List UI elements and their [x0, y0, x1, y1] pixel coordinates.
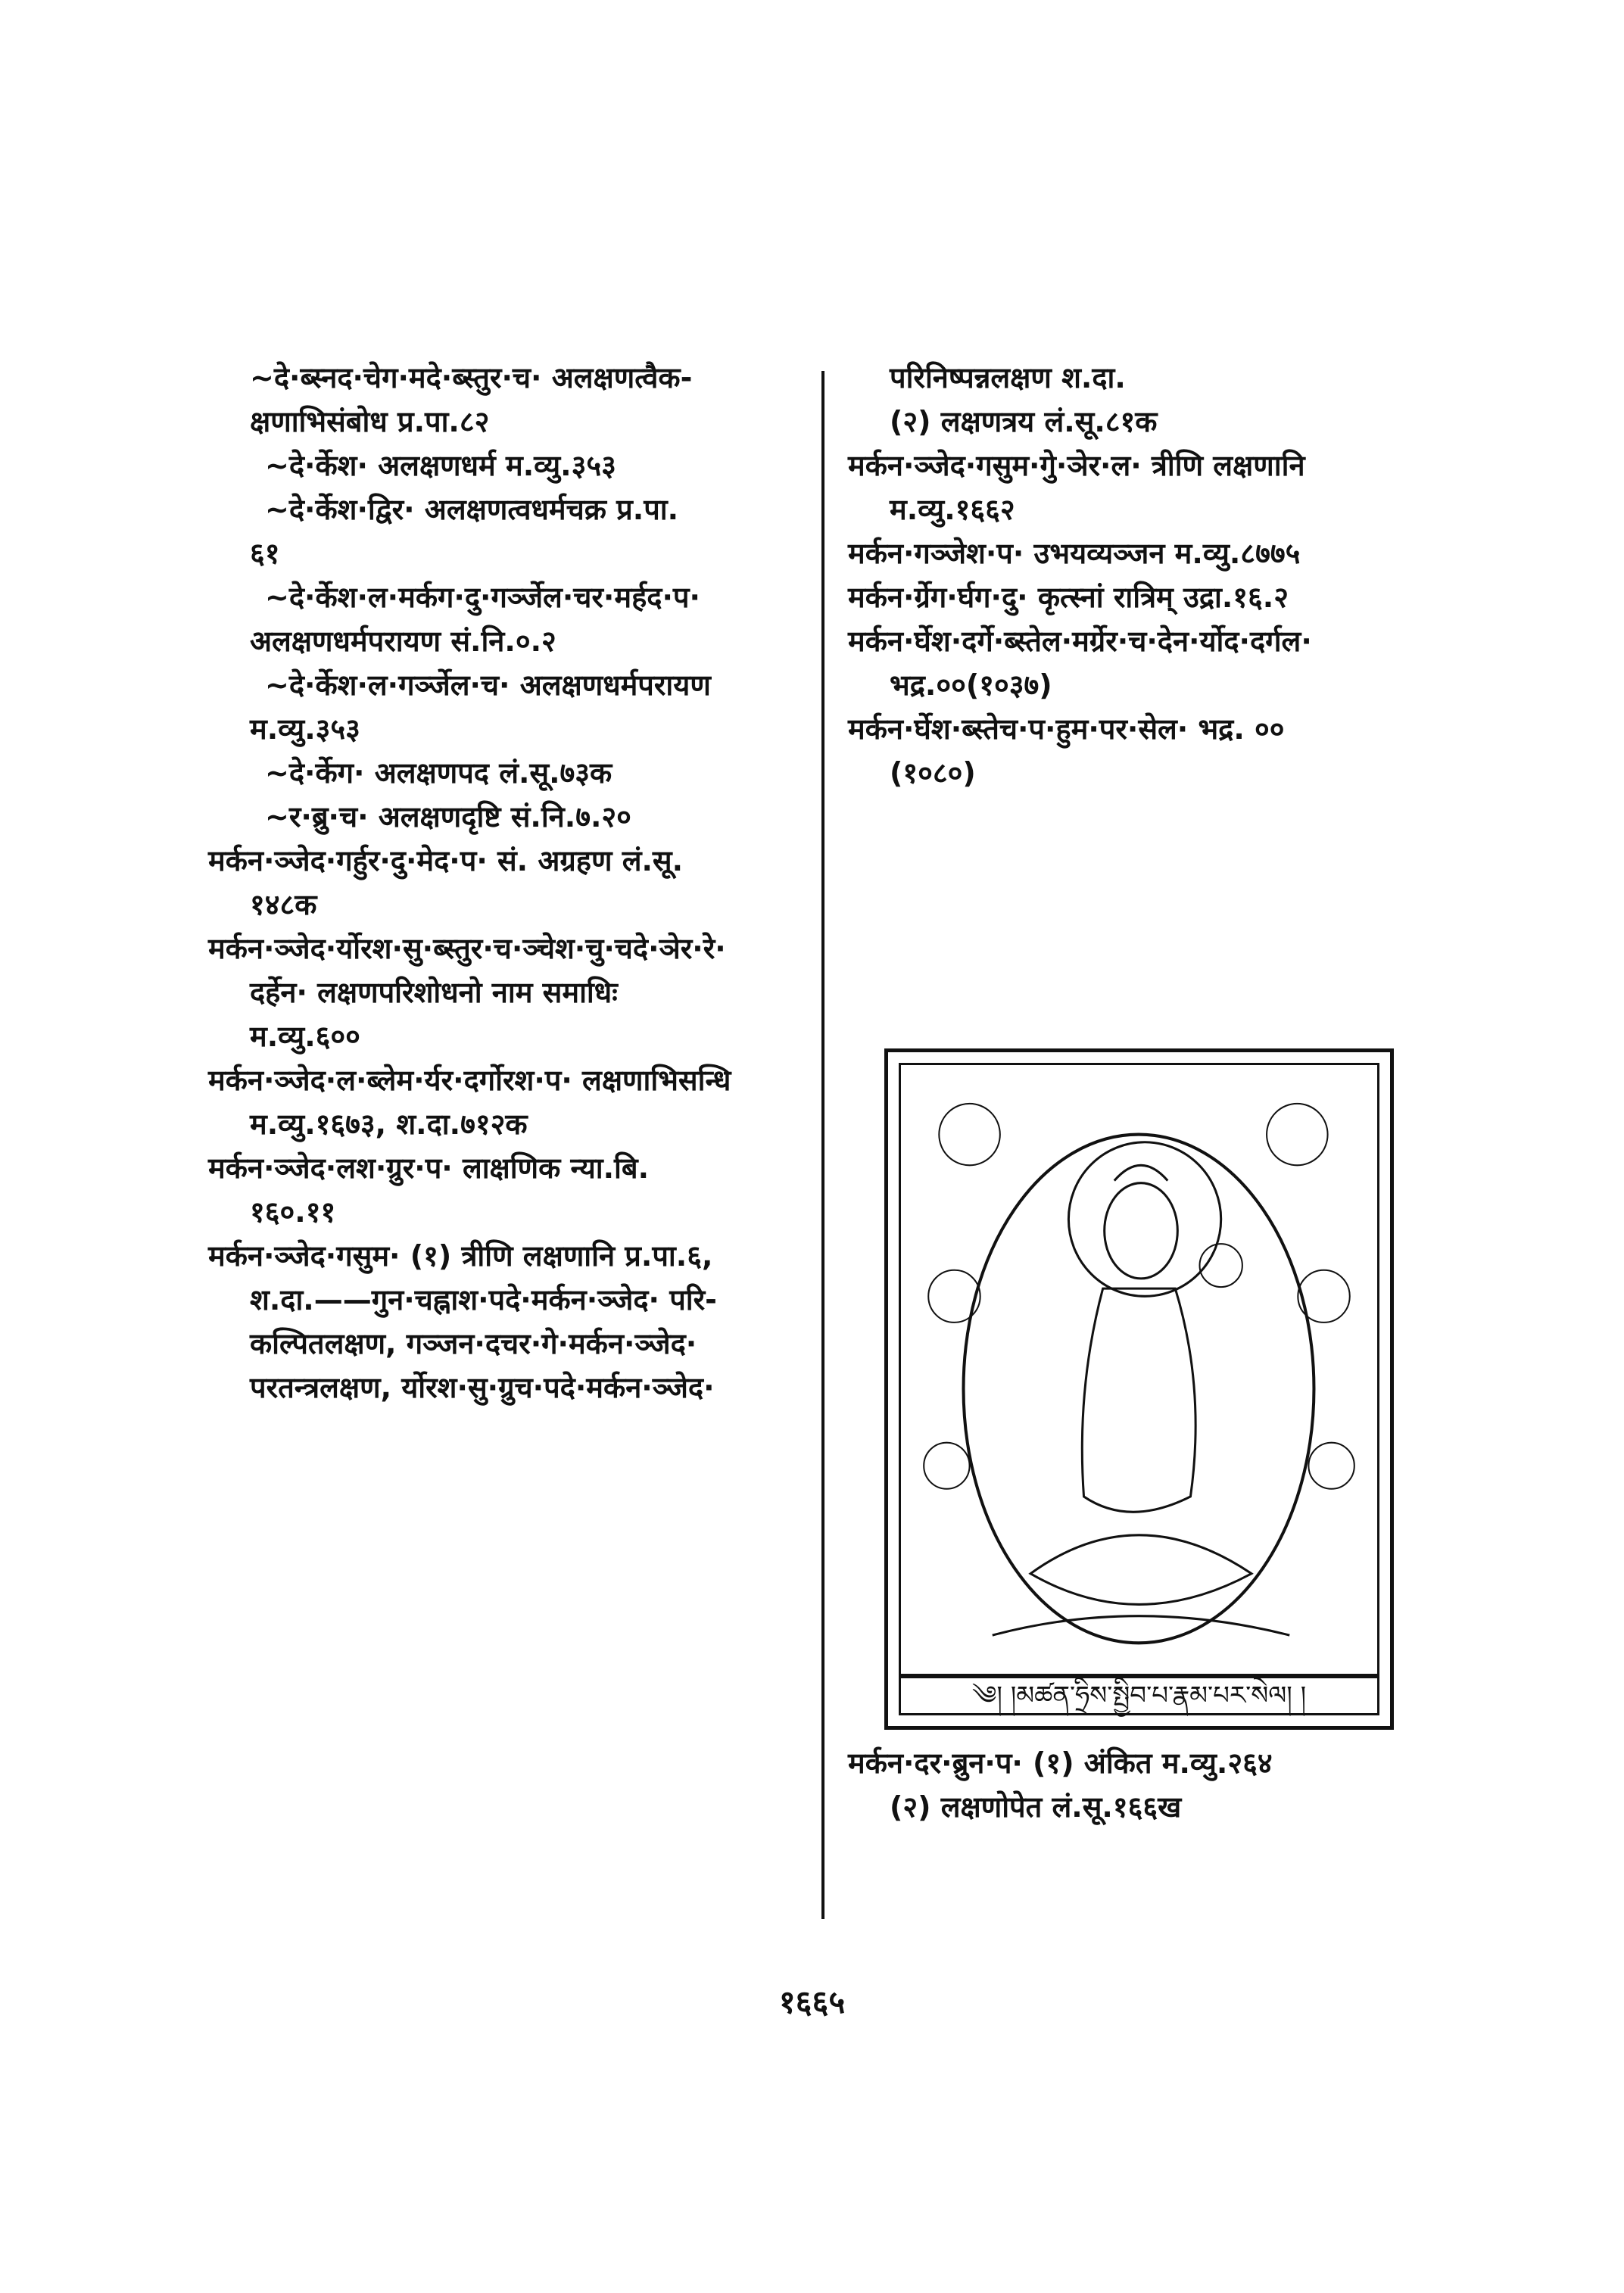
- text-line: ~दे·र्केश· अलक्षणधर्म म.व्यु.३५३: [265, 449, 616, 482]
- text-line: मर्कन·ञ्जेद·गसुम·गुे·ञेर·ल· त्रीणि लक्षणानि: [848, 449, 1305, 482]
- text-line: मर्कन·ञ्जेद·गर्हुर·दु·मेद·प· सं. अग्रहण लं.सू.: [208, 844, 684, 877]
- text-line: म.व्यु.६००: [250, 1020, 360, 1053]
- seated-deity-drawing: [901, 1065, 1377, 1674]
- column-divider: [821, 371, 824, 1919]
- text-line: मर्कन·दर·ब्रुन·प· (१) अंकित म.व्यु.२६४: [848, 1746, 1273, 1780]
- right-column-bottom: [848, 1741, 1439, 1829]
- text-line: मर्कन·गञ्जेश·प· उभयव्यञ्जन म.व्यु.८७७५: [848, 537, 1301, 570]
- deity-illustration: [884, 1048, 1394, 1730]
- illustration-frame: [899, 1063, 1379, 1676]
- illustration-caption: ༄། །མཚན་ཧྲིས་སྤྱིབ་པ་རྣམ་པར་སེལ། །: [899, 1676, 1379, 1715]
- text-line: म.व्यु.३५३: [250, 712, 360, 746]
- page-number: १६६५: [778, 1983, 846, 2020]
- text-line: (२) लक्षणत्रय लं.सू.८१क: [890, 405, 1158, 438]
- text-line: ६१: [250, 537, 280, 570]
- text-line: मर्कन·र्घेश·ब्स्तेच·प·हुम·पर·सेल· भद्र. ००: [848, 712, 1285, 746]
- right-column: [848, 356, 1439, 795]
- text-line: परिनिष्पन्नलक्षण श.दा.: [890, 361, 1126, 394]
- text-line: ~दे·र्केश·द्विर· अलक्षणत्वधर्मचक्र प्र.पा.: [265, 493, 679, 526]
- text-line: मर्कन·र्घेश·दर्गे·ब्स्तेल·मर्ग्रेर·च·देन·र्योद·दर्गल·: [848, 625, 1312, 658]
- text-line: ~दे·ब्स्नद·चेग·मदे·ब्स्तुर·च· अलक्षणत्वैक-: [250, 361, 693, 394]
- text-line: मर्कन·ञ्जेद·लश·ग्रुर·प· लाक्षणिक न्या.बि.: [208, 1151, 650, 1185]
- text-line: ~दे·र्केश·ल·मर्कग·दु·गर्ञ्जेल·चर·मर्हद·प·: [265, 581, 700, 614]
- text-line: श.दा.——गुन·चह्नाश·पदे·मर्कन·ञ्जेद· परि-: [250, 1283, 717, 1316]
- text-line: म.व्यु.१६६२: [890, 493, 1015, 526]
- text-line: क्षणाभिसंबोध प्र.पा.८२: [250, 405, 490, 438]
- text-line: दर्हेन· लक्षणपरिशोधनो नाम समाधिः: [250, 976, 618, 1009]
- text-line: (२) लक्षणोपेत लं.सू.१६६ख: [890, 1790, 1182, 1824]
- text-line: भद्र.००(१०३७): [890, 668, 1052, 702]
- left-column: [208, 356, 806, 1410]
- text-line: ~दे·र्केश·ल·गर्ञ्जेल·च· अलक्षणधर्मपरायण: [265, 668, 711, 702]
- text-line: मर्कन·र्ग्रेग·र्घग·दु· कृत्स्नां रात्रिम् उद्रा.१६.२: [848, 581, 1289, 614]
- text-line: परतन्त्रलक्षण, र्योरश·सु·ग्रुच·पदे·मर्कन·ञ्जेद·: [250, 1371, 715, 1404]
- text-line: १४८क: [250, 888, 317, 921]
- text-line: (१०८०): [890, 756, 976, 790]
- text-line: कल्पितलक्षण, गञ्जन·दचर·गे·मर्कन·ञ्जेद·: [250, 1327, 697, 1360]
- text-line: मर्कन·ञ्जेद·र्योरश·सु·ब्स्तुर·च·ञ्चेश·चु·चदे·ञेर·रे·: [208, 932, 726, 965]
- text-line: म.व्यु.१६७३, श.दा.७१२क: [250, 1108, 528, 1141]
- text-line: मर्कन·ञ्जेद·ल·ब्लेम·र्यर·दर्गोरश·प· लक्षणाभिसन्धि: [208, 1064, 731, 1097]
- text-line: १६०.११: [250, 1195, 336, 1229]
- text-line: अलक्षणधर्मपरायण सं.नि.०.२: [250, 625, 556, 658]
- text-line: ~दे·र्केग· अलक्षणपद लं.सू.७३क: [265, 756, 613, 790]
- text-line: ~र·ब्रु·च· अलक्षणदृष्टि सं.नि.७.२०: [265, 800, 631, 833]
- text-line: मर्कन·ञ्जेद·गसुम· (१) त्रीणि लक्षणानि प्र.पा.६,: [208, 1239, 713, 1273]
